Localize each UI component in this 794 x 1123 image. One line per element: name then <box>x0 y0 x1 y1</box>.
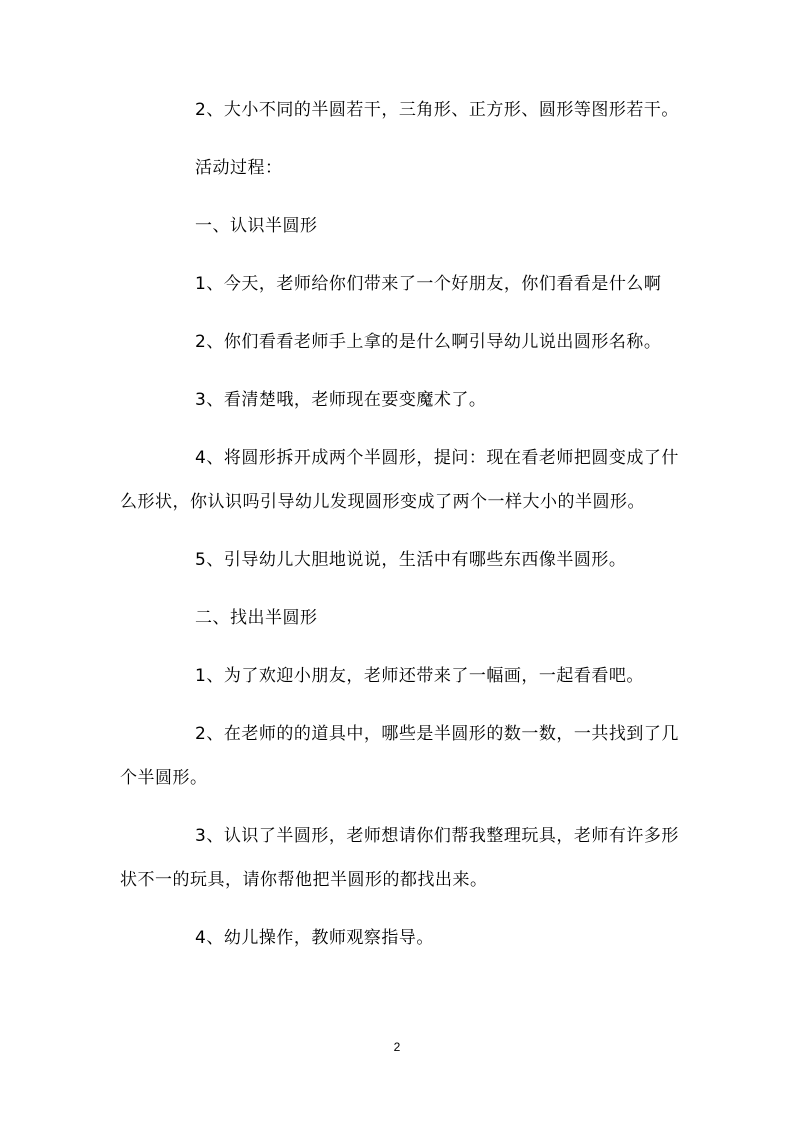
paragraph-step-1-2: 2、你们看看老师手上拿的是什么啊引导幼儿说出圆形名称。 <box>195 332 662 352</box>
paragraph-step-1-1: 1、今天，老师给你们带来了一个好朋友，你们看看是什么啊 <box>195 274 662 294</box>
paragraph-step-1-5: 5、引导幼儿大胆地说说，生活中有哪些东西像半圆形。 <box>195 550 627 570</box>
paragraph-step-2-2: 2、在老师的的道具中，哪些是半圆形的数一数，一共找到了几个半圆形。 <box>120 724 679 788</box>
paragraph-step-2-1: 1、为了欢迎小朋友，老师还带来了一幅画，一起看看吧。 <box>195 666 644 686</box>
section-heading-find-semicircle: 二、找出半圆形 <box>195 608 318 628</box>
paragraph-step-2-3: 3、认识了半圆形，老师想请你们帮我整理玩具，老师有许多形状不一的玩具，请你帮他把半圆形的都找出来。 <box>120 826 679 890</box>
paragraph-step-2-4: 4、幼儿操作，教师观察指导。 <box>195 928 434 948</box>
page-number: 2 <box>393 1040 401 1054</box>
paragraph-step-1-4: 4、将圆形拆开成两个半圆形，提问：现在看老师把圆变成了什么形状，你认识吗引导幼儿发现圆形变成了两个一样大小的半圆形。 <box>120 448 679 512</box>
paragraph-activity-process-heading: 活动过程： <box>195 158 283 178</box>
document-body <box>120 88 680 974</box>
section-heading-recognize-semicircle: 一、认识半圆形 <box>195 216 318 236</box>
paragraph-step-1-3: 3、看清楚哦，老师现在要变魔术了。 <box>195 390 487 410</box>
paragraph-materials-2: 2、大小不同的半圆若干，三角形、正方形、圆形等图形若干。 <box>195 100 679 120</box>
